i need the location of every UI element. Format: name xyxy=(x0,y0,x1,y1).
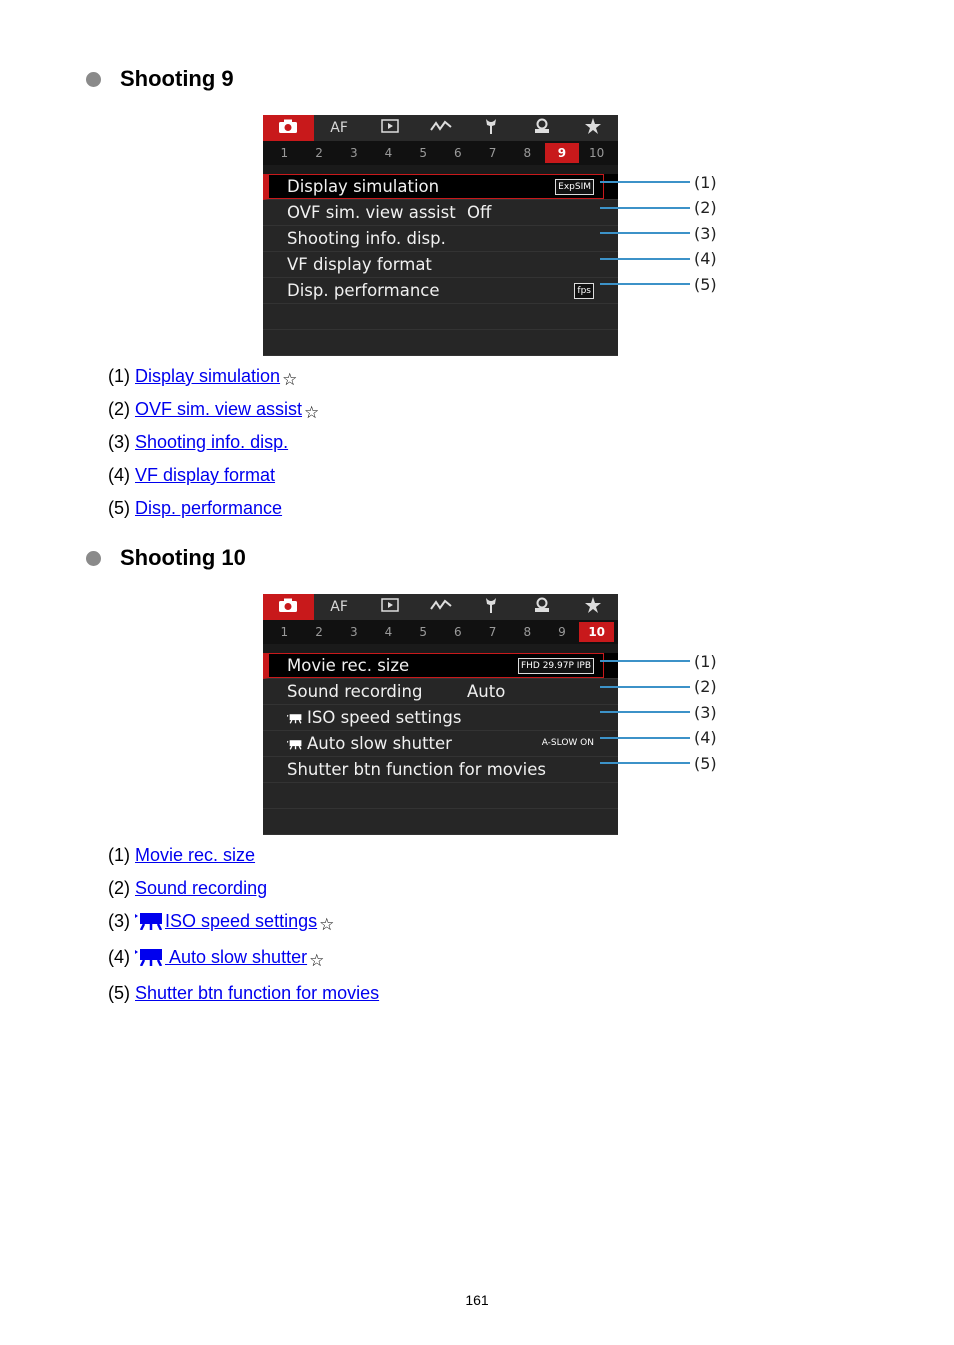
menu-row-empty xyxy=(263,783,618,809)
section-title: Shooting 10 xyxy=(120,545,246,570)
item-link[interactable]: OVF sim. view assist xyxy=(135,399,303,419)
list-item xyxy=(108,905,379,941)
menu-row-empty xyxy=(263,330,618,356)
list-item xyxy=(108,872,379,905)
menu-row[interactable] xyxy=(263,226,618,252)
callout xyxy=(600,702,717,722)
menu-tabs xyxy=(263,594,618,620)
menu-row-label: Shooting info. disp. xyxy=(287,229,446,248)
wave-icon xyxy=(429,118,453,138)
item-number: (1) xyxy=(108,845,135,865)
page-number-6[interactable]: 6 xyxy=(454,146,462,160)
tab-camera[interactable] xyxy=(263,115,314,141)
callout-label: (4) xyxy=(694,249,717,269)
page-number-7[interactable]: 7 xyxy=(488,146,497,160)
page-number-8[interactable]: 8 xyxy=(523,625,532,639)
page-number-9[interactable]: 9 xyxy=(558,625,566,639)
star-icon xyxy=(584,596,602,618)
callout-line xyxy=(600,207,690,209)
item-link[interactable]: Disp. performance xyxy=(135,498,283,518)
page-number-1[interactable]: 1 xyxy=(280,146,289,160)
list-item xyxy=(108,492,319,525)
page-number-3[interactable]: 3 xyxy=(349,625,358,639)
menu-row[interactable] xyxy=(263,252,618,278)
page-number-5[interactable]: 5 xyxy=(419,146,427,160)
setting-icon: fps xyxy=(574,283,594,299)
setting-icon: ExpSIM xyxy=(555,179,594,195)
tab-camera[interactable] xyxy=(263,594,314,620)
setting-icon: FHD 29.97P IPB xyxy=(518,658,594,674)
tab-custom[interactable] xyxy=(517,594,568,620)
menu-row-label: Disp. performance xyxy=(287,281,440,300)
menu-row[interactable] xyxy=(263,705,618,731)
item-link[interactable]: Display simulation xyxy=(135,366,281,386)
bullet-icon xyxy=(86,72,101,87)
menu-row[interactable] xyxy=(263,731,618,757)
item-link[interactable]: Shutter btn function for movies xyxy=(135,983,380,1003)
page-number-8[interactable]: 8 xyxy=(523,146,532,160)
page-number-4[interactable]: 4 xyxy=(384,625,393,639)
menu-row-value: Auto xyxy=(467,682,506,701)
callout-label: (5) xyxy=(694,274,717,294)
callout-label: (1) xyxy=(694,651,717,671)
star-icon: ☆ xyxy=(282,370,298,389)
page-number: 161 xyxy=(465,1292,489,1308)
callout-label: (5) xyxy=(694,753,717,773)
callout-label: (4) xyxy=(694,728,717,748)
item-number: (3) xyxy=(108,432,135,452)
tab-label: AF xyxy=(330,599,348,615)
menu-row[interactable] xyxy=(263,653,618,679)
item-number: (4) xyxy=(108,465,135,485)
wrench-icon xyxy=(483,117,499,139)
movie-icon xyxy=(287,732,303,744)
play-icon xyxy=(380,597,400,617)
item-link[interactable]: ISO speed settings xyxy=(135,911,317,931)
callout xyxy=(600,651,717,671)
menu-row-value: Off xyxy=(467,203,492,222)
page-number-5[interactable]: 5 xyxy=(419,625,427,639)
menu-row-label: Auto slow shutter xyxy=(287,734,452,753)
list-item xyxy=(108,360,319,393)
item-link[interactable]: Auto slow shutter xyxy=(135,947,307,967)
list-item xyxy=(108,393,319,426)
callout-line xyxy=(600,686,690,688)
star-icon xyxy=(584,117,602,139)
item-number: (4) xyxy=(108,947,135,967)
menu-row-label: VF display format xyxy=(287,255,432,274)
callout-label: (3) xyxy=(694,702,717,722)
custom-icon xyxy=(532,596,552,618)
custom-icon xyxy=(532,117,552,139)
tab-play[interactable] xyxy=(364,115,415,141)
callout xyxy=(600,753,717,773)
item-link[interactable]: VF display format xyxy=(135,465,276,485)
menu-page-numbers xyxy=(263,620,618,644)
page-number-2[interactable]: 2 xyxy=(315,625,323,639)
wave-icon xyxy=(429,597,453,617)
callout xyxy=(600,223,717,243)
page-number-3[interactable]: 3 xyxy=(349,146,358,160)
page-number-2[interactable]: 2 xyxy=(315,146,323,160)
page-number-10[interactable]: 10 xyxy=(589,146,605,160)
menu-row[interactable] xyxy=(263,200,618,226)
callout xyxy=(600,198,717,218)
menu-row-label: Sound recording xyxy=(287,682,423,701)
item-link[interactable]: Sound recording xyxy=(135,878,268,898)
setting-icon: A-SLOW ON xyxy=(541,738,594,748)
callout xyxy=(600,172,717,192)
item-number: (1) xyxy=(108,366,135,386)
tab-wave[interactable] xyxy=(415,594,466,620)
callout-label: (2) xyxy=(694,677,717,697)
page-number-10[interactable]: 10 xyxy=(579,622,614,642)
movie-icon xyxy=(135,908,165,926)
item-list xyxy=(108,839,379,1010)
page-number-6[interactable]: 6 xyxy=(454,625,462,639)
menu-row-label: Display simulation xyxy=(287,177,440,196)
page-number-4[interactable]: 4 xyxy=(384,146,393,160)
tab-wave[interactable] xyxy=(415,115,466,141)
callout-line xyxy=(600,762,690,764)
camera-icon xyxy=(278,118,298,138)
list-item xyxy=(108,941,379,977)
menu-tabs xyxy=(263,115,618,141)
menu-row-empty xyxy=(263,304,618,330)
menu-row[interactable] xyxy=(263,757,618,783)
item-list xyxy=(108,360,319,525)
camera-menu-screen xyxy=(263,594,618,830)
camera-icon xyxy=(278,597,298,617)
list-item xyxy=(108,839,379,872)
play-icon xyxy=(380,118,400,138)
menu-row-label: ISO speed settings xyxy=(287,708,461,727)
callout xyxy=(600,677,717,697)
callout-label: (3) xyxy=(694,223,717,243)
tab-af[interactable] xyxy=(314,594,365,620)
page-number-7[interactable]: 7 xyxy=(488,625,497,639)
callout-line xyxy=(600,737,690,739)
section-title: Shooting 9 xyxy=(120,66,234,91)
item-link[interactable]: Movie rec. size xyxy=(135,845,256,865)
menu-row[interactable] xyxy=(263,174,618,200)
callout xyxy=(600,274,717,294)
camera-menu-screen xyxy=(263,115,618,351)
menu-row-label: Shutter btn function for movies xyxy=(287,760,546,779)
item-number: (2) xyxy=(108,878,135,898)
item-number: (3) xyxy=(108,911,135,931)
callout xyxy=(600,249,717,269)
bullet-icon xyxy=(86,551,101,566)
section-heading xyxy=(86,66,234,92)
menu-row[interactable] xyxy=(263,679,618,705)
item-number: (5) xyxy=(108,498,135,518)
menu-row[interactable] xyxy=(263,278,618,304)
menu-row-label: OVF sim. view assist xyxy=(287,203,456,222)
tab-af[interactable] xyxy=(314,115,365,141)
list-item xyxy=(108,426,319,459)
star-icon: ☆ xyxy=(319,915,335,934)
callout-line xyxy=(600,660,690,662)
section-heading xyxy=(86,545,246,571)
movie-icon xyxy=(135,944,165,962)
item-number: (2) xyxy=(108,399,135,419)
list-item xyxy=(108,977,379,1010)
page-number-1[interactable]: 1 xyxy=(280,625,289,639)
movie-icon xyxy=(287,706,303,718)
callout-line xyxy=(600,711,690,713)
tab-star[interactable] xyxy=(567,594,618,620)
page-number-9[interactable]: 9 xyxy=(545,143,580,163)
wrench-icon xyxy=(483,596,499,618)
tab-label: AF xyxy=(330,120,348,136)
menu-row-empty xyxy=(263,809,618,835)
tab-wrench[interactable] xyxy=(466,594,517,620)
tab-star[interactable] xyxy=(567,115,618,141)
tab-play[interactable] xyxy=(364,594,415,620)
callout-line xyxy=(600,181,690,183)
item-link[interactable]: Shooting info. disp. xyxy=(135,432,289,452)
item-number: (5) xyxy=(108,983,135,1003)
callout xyxy=(600,728,717,748)
menu-page-numbers xyxy=(263,141,618,165)
callout-line xyxy=(600,283,690,285)
star-icon: ☆ xyxy=(309,951,325,970)
tab-custom[interactable] xyxy=(517,115,568,141)
list-item xyxy=(108,459,319,492)
callout-line xyxy=(600,232,690,234)
tab-wrench[interactable] xyxy=(466,115,517,141)
callout-line xyxy=(600,258,690,260)
callout-label: (1) xyxy=(694,172,717,192)
star-icon: ☆ xyxy=(304,403,320,422)
menu-row-label: Movie rec. size xyxy=(287,656,410,675)
callout-label: (2) xyxy=(694,198,717,218)
